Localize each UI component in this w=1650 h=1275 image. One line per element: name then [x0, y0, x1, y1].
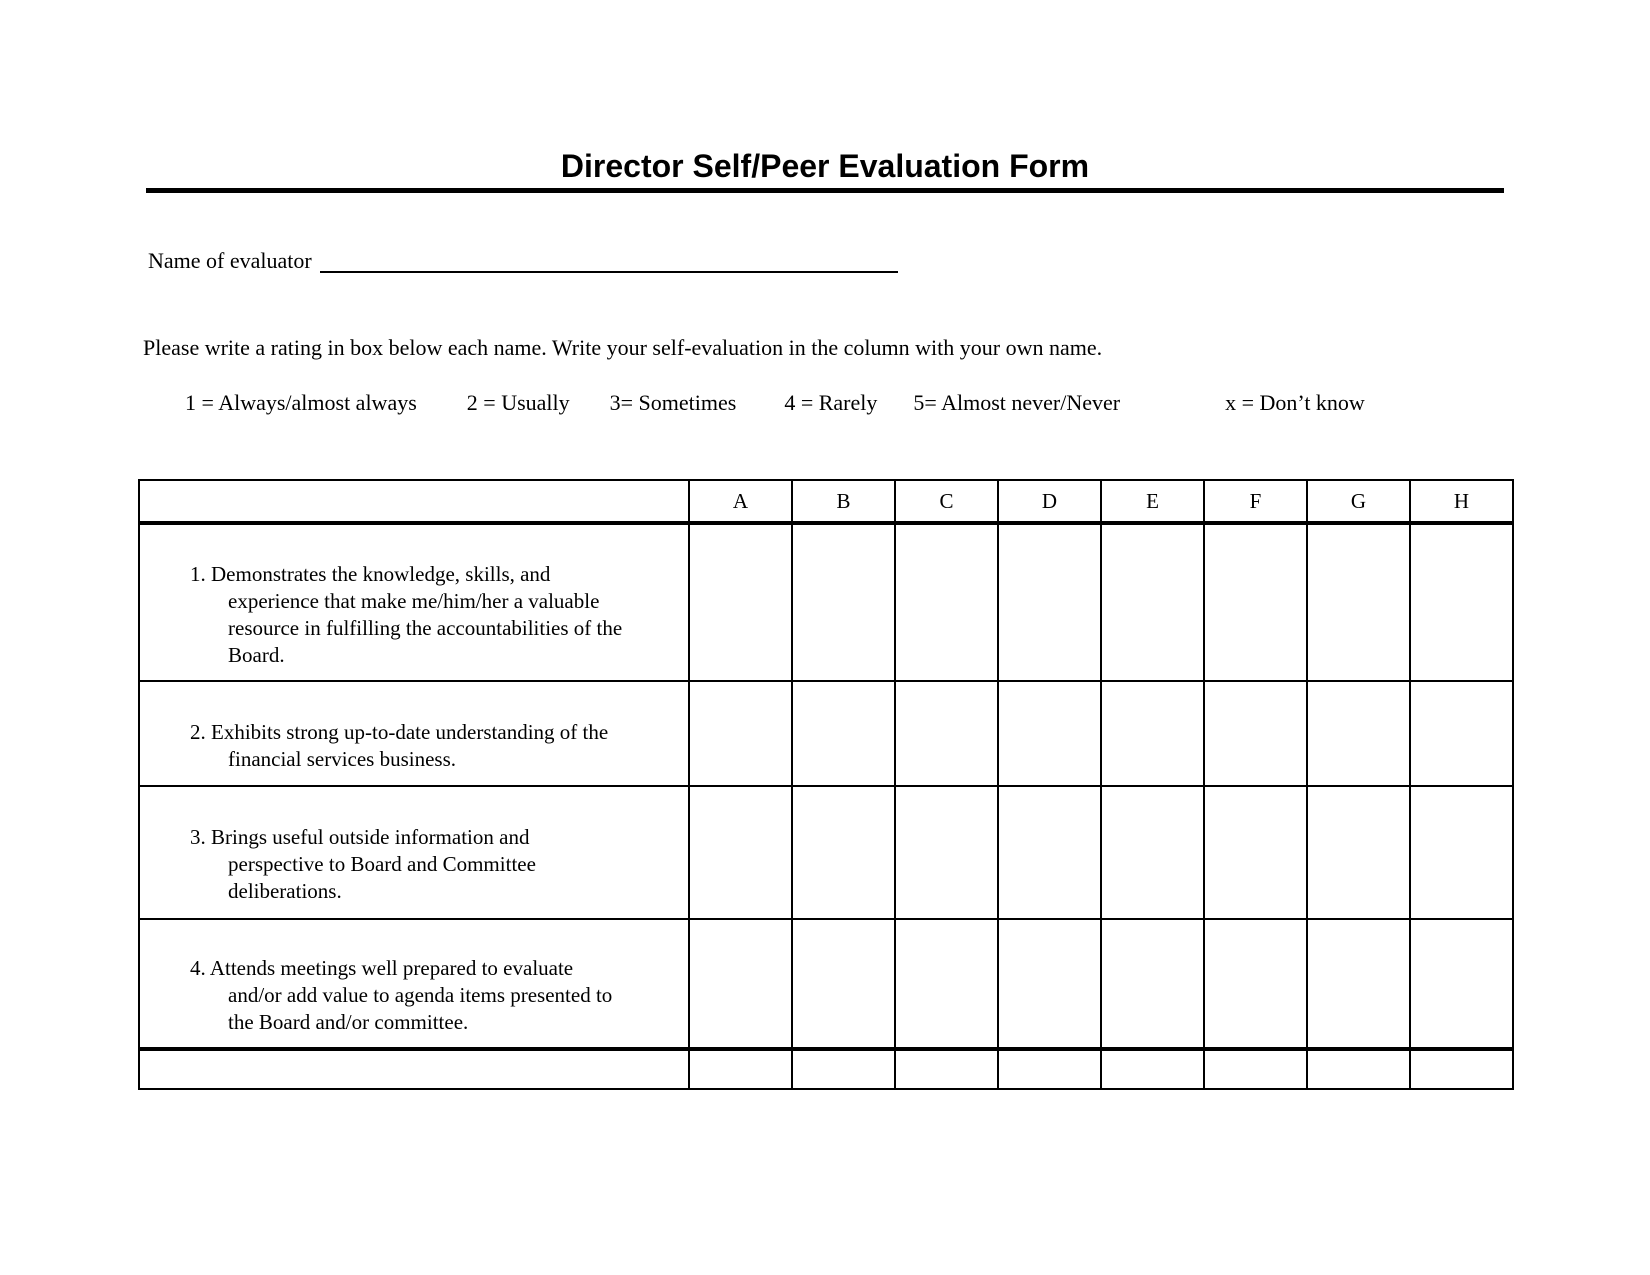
rating-cell[interactable]	[998, 919, 1101, 1049]
header-cell-B: B	[792, 480, 895, 523]
criterion-line: experience that make me/him/her a valuable	[228, 588, 600, 613]
criterion-line: perspective to Board and Committee	[228, 852, 536, 876]
rating-cell[interactable]	[895, 681, 998, 786]
criterion-line: and/or add value to agenda items presented to	[228, 983, 613, 1007]
header-cell-E: E	[1101, 480, 1204, 523]
rating-cell[interactable]	[1101, 1049, 1204, 1089]
name-of-evaluator-label: Name of evaluator	[148, 248, 312, 273]
header-cell-F: F	[1204, 480, 1307, 523]
rating-cell[interactable]	[1410, 681, 1513, 786]
table-row	[139, 1049, 1513, 1089]
criterion-line: 4. Attends meetings well prepared to evaluate	[190, 956, 574, 980]
criterion-line: the Board and/or committee.	[228, 1010, 469, 1034]
table-body	[139, 523, 1513, 1089]
rating-cell[interactable]	[998, 786, 1101, 919]
scale-item-1: 1 = Always/almost always	[185, 390, 417, 415]
rating-cell[interactable]	[1204, 523, 1307, 681]
rating-cell[interactable]	[1410, 1049, 1513, 1089]
criterion-line: resource in fulfilling the accountabilities of the	[228, 615, 623, 640]
rating-cell[interactable]	[1101, 681, 1204, 786]
header-cell-A: A	[689, 480, 792, 523]
header-cell-D: D	[998, 480, 1101, 523]
rating-cell[interactable]	[1410, 919, 1513, 1049]
rating-cell[interactable]	[689, 681, 792, 786]
rating-cell[interactable]	[1101, 919, 1204, 1049]
rating-cell[interactable]	[1101, 523, 1204, 681]
rating-cell[interactable]	[895, 523, 998, 681]
rating-cell[interactable]	[895, 786, 998, 919]
page-title: Director Self/Peer Evaluation Form	[560, 148, 1090, 184]
rating-cell[interactable]	[998, 1049, 1101, 1089]
scale-item-5: 5= Almost never/Never	[913, 390, 1121, 415]
criterion-text	[139, 919, 689, 1049]
rating-cell[interactable]	[792, 681, 895, 786]
rating-scale-row	[185, 389, 1365, 417]
criterion-line: Board.	[228, 642, 285, 667]
scale-item-2: 2 = Usually	[466, 390, 570, 415]
rating-cell[interactable]	[1307, 681, 1410, 786]
scale-item-3: 3= Sometimes	[609, 390, 737, 415]
table-row	[139, 681, 1513, 786]
rating-cell[interactable]	[689, 919, 792, 1049]
header-cell-criteria	[139, 480, 689, 523]
header-cell-C: C	[895, 480, 998, 523]
rating-cell[interactable]	[998, 681, 1101, 786]
criterion-line: 2. Exhibits strong up-to-date understanding of the	[190, 719, 609, 744]
criterion-text	[139, 523, 689, 681]
criterion-text	[139, 786, 689, 919]
rating-cell[interactable]	[1204, 919, 1307, 1049]
header-cell-H: H	[1410, 480, 1513, 523]
rating-cell[interactable]	[1204, 681, 1307, 786]
rating-cell[interactable]	[792, 786, 895, 919]
header-row	[139, 480, 1513, 523]
title-rule	[146, 188, 1504, 193]
scale-item-6: x = Don’t know	[1225, 390, 1365, 415]
instructions-text: Please write a rating in box below each name. Write your self-evaluation in the column with your own name.	[143, 335, 1103, 360]
scale-item-4: 4 = Rarely	[784, 390, 878, 415]
criterion-line: 3. Brings useful outside information and	[190, 825, 530, 849]
rating-cell[interactable]	[895, 919, 998, 1049]
criterion-text	[139, 1049, 689, 1089]
title-block	[146, 149, 1504, 183]
name-of-evaluator-row	[148, 247, 898, 275]
rating-cell[interactable]	[1307, 523, 1410, 681]
table-row	[139, 919, 1513, 1049]
evaluation-table	[138, 479, 1514, 1090]
rating-cell[interactable]	[1307, 1049, 1410, 1089]
rating-cell[interactable]	[895, 1049, 998, 1089]
rating-cell[interactable]	[1410, 523, 1513, 681]
rating-cell[interactable]	[792, 1049, 895, 1089]
rating-cell[interactable]	[1307, 919, 1410, 1049]
rating-cell[interactable]	[792, 523, 895, 681]
rating-cell[interactable]	[1307, 786, 1410, 919]
rating-cell[interactable]	[1204, 786, 1307, 919]
table-row	[139, 523, 1513, 681]
rating-cell[interactable]	[689, 786, 792, 919]
table-row	[139, 786, 1513, 919]
criterion-line: deliberations.	[228, 879, 342, 903]
criterion-line: 1. Demonstrates the knowledge, skills, and	[190, 561, 551, 586]
rating-cell[interactable]	[998, 523, 1101, 681]
rating-cell[interactable]	[689, 1049, 792, 1089]
rating-cell[interactable]	[792, 919, 895, 1049]
rating-cell[interactable]	[1204, 1049, 1307, 1089]
criterion-text	[139, 681, 689, 786]
header-cell-G: G	[1307, 480, 1410, 523]
rating-cell[interactable]	[689, 523, 792, 681]
name-of-evaluator-input[interactable]	[320, 271, 898, 273]
criterion-line: financial services business.	[228, 746, 457, 771]
rating-cell[interactable]	[1101, 786, 1204, 919]
rating-cell[interactable]	[1410, 786, 1513, 919]
